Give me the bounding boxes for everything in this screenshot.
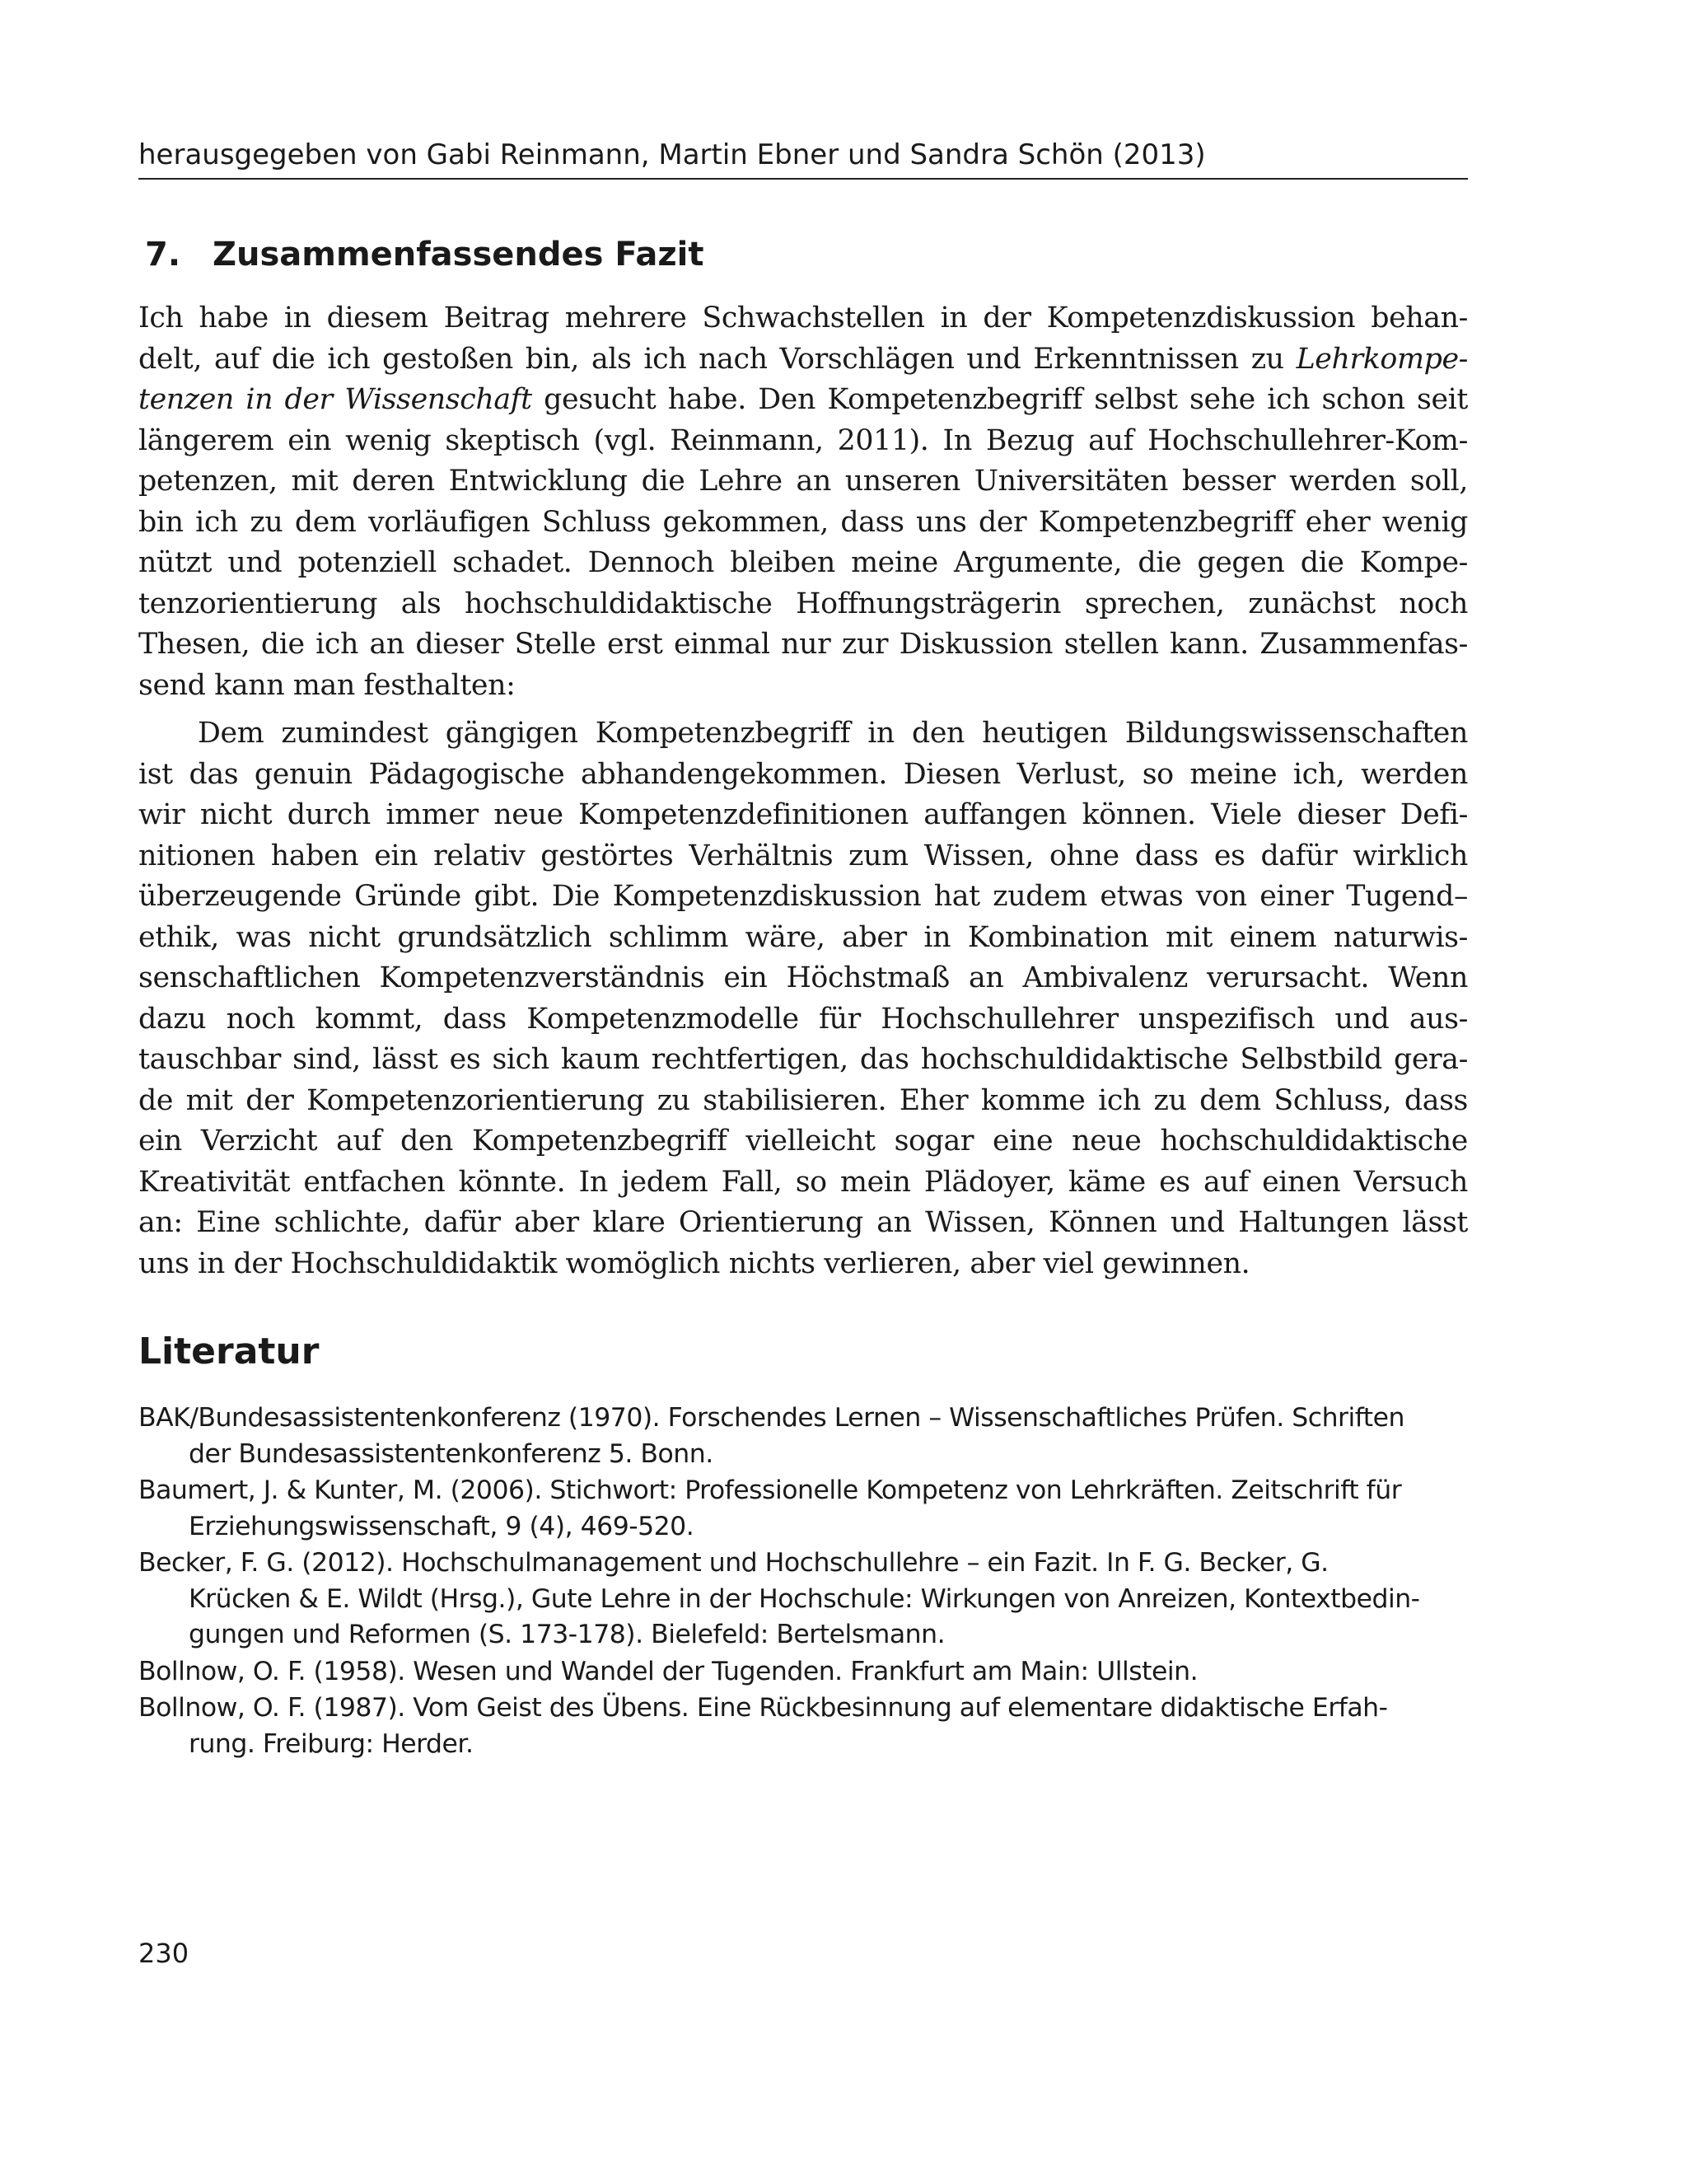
reference-line: Becker, F. G. (2012). Hochschulmanagement und Hochschullehre – ein Fazit. In F. G. Becker, G. bbox=[138, 1548, 1329, 1578]
paragraph-line: nützt und potenziell schadet. Dennoch bleiben meine Argumente, die gegen die Kompe- bbox=[138, 546, 1468, 579]
paragraph-line: senschaftlichen Kompetenzverständnis ein Höchstmaß an Ambivalenz verursacht. Wenn bbox=[138, 961, 1468, 994]
paragraph-line: überzeugende Gründe gibt. Die Kompetenzdiskussion hat zudem etwas von einer Tugend– bbox=[138, 880, 1468, 913]
paragraph-line: tauschbar sind, lässt es sich kaum rechtfertigen, das hochschuldidaktische Selbstbild gera- bbox=[138, 1043, 1468, 1076]
paragraph-line: nitionen haben ein relativ gestörtes Verhältnis zum Wissen, ohne dass es dafür wirklich bbox=[138, 839, 1468, 872]
reference-item bbox=[138, 1654, 1468, 1691]
italic-term: tenzen in der Wissenschaft bbox=[138, 383, 532, 416]
paragraph-line: Thesen, die ich an dieser Stelle erst einmal nur zur Diskussion stellen kann. Zusammenfas- bbox=[138, 628, 1468, 661]
page-number: 230 bbox=[138, 1938, 189, 1969]
paragraph-line: bin ich zu dem vorläufigen Schluss gekommen, dass uns der Kompetenzbegriff eher wenig bbox=[138, 505, 1468, 539]
reference-line: BAK/Bundesassistentenkonferenz (1970). Forschendes Lernen – Wissenschaftliches Prüfen. Schriften bbox=[138, 1403, 1404, 1433]
paragraph-line: an: Eine schlichte, dafür aber klare Orientierung an Wissen, Können und Haltungen lässt bbox=[138, 1206, 1468, 1239]
paragraph-line: uns in der Hochschuldidaktik womöglich nichts verlieren, aber viel gewinnen. bbox=[138, 1246, 1250, 1280]
paragraph-line: Ich habe in diesem Beitrag mehrere Schwachstellen in der Kompetenzdiskussion behan- bbox=[138, 302, 1468, 334]
reference-line: der Bundesassistentenkonferenz 5. Bonn. bbox=[189, 1438, 713, 1469]
paragraph-1 bbox=[138, 298, 1468, 706]
paragraph-line: ein Verzicht auf den Kompetenzbegriff vielleicht sogar eine neue hochschuldidaktische bbox=[138, 1125, 1468, 1157]
section-title: Zusammenfassendes Fazit bbox=[213, 236, 704, 274]
paragraph-line: tenzorientierung als hochschuldidaktische Hoffnungsträgerin sprechen, zunächst noch bbox=[138, 587, 1468, 620]
italic-term: Lehrkompe- bbox=[1296, 342, 1468, 376]
paragraph-line: petenzen, mit deren Entwicklung die Lehre an unseren Universitäten besser werden soll, bbox=[138, 465, 1468, 498]
reference-item bbox=[138, 1401, 1468, 1472]
paragraph-line: Dem zumindest gängigen Kompetenzbegriff in den heutigen Bildungswissenschaften bbox=[198, 717, 1468, 750]
paragraph-line: de mit der Kompetenzorientierung zu stabilisieren. Eher komme ich zu dem Schluss, dass bbox=[138, 1083, 1468, 1117]
reference-item bbox=[138, 1473, 1468, 1545]
reference-line: rung. Freiburg: Herder. bbox=[189, 1728, 474, 1759]
reference-item bbox=[138, 1546, 1468, 1653]
paragraph-line: dazu noch kommt, dass Kompetenzmodelle für Hochschullehrer unspezifisch und aus- bbox=[138, 1002, 1468, 1036]
reference-line: Bollnow, O. F. (1958). Wesen und Wandel der Tugenden. Frankfurt am Main: Ullstein. bbox=[138, 1656, 1199, 1686]
paragraph-line: wir nicht durch immer neue Kompetenzdefinitionen auffangen können. Viele dieser Defi- bbox=[138, 798, 1468, 831]
paragraph-line: ethik, was nicht grundsätzlich schlimm wäre, aber in Kombination mit einem naturwis- bbox=[138, 920, 1468, 954]
section-number: 7. bbox=[145, 236, 181, 274]
paragraph-line: ist das genuin Pädagogische abhandengekommen. Diesen Verlust, so meine ich, werden bbox=[138, 757, 1468, 791]
paragraph-2 bbox=[138, 713, 1468, 1284]
paragraph-line: Kreativität entfachen könnte. In jedem Fall, so mein Plädoyer, käme es auf einen Versuch bbox=[138, 1165, 1468, 1199]
literature-heading: Literatur bbox=[138, 1331, 320, 1373]
reference-item bbox=[138, 1691, 1468, 1762]
reference-line: Bollnow, O. F. (1987). Vom Geist des Übens. Eine Rückbesinnung auf elementare didaktische Erfah- bbox=[138, 1693, 1388, 1723]
paragraph-line: send kann man festhalten: bbox=[138, 668, 516, 702]
section-heading bbox=[145, 231, 703, 278]
reference-line: Baumert, J. & Kunter, M. (2006). Stichwort: Professionelle Kompetenz von Lehrkräften. Zeitschrift für bbox=[138, 1475, 1402, 1505]
paragraph-line: längerem ein wenig skeptisch (vgl. Reinmann, 2011). In Bezug auf Hochschullehrer-Kom- bbox=[138, 423, 1468, 457]
reference-line: Krücken & E. Wildt (Hrsg.), Gute Lehre in der Hochschule: Wirkungen von Anreizen, Kontextbedin- bbox=[189, 1583, 1420, 1614]
paragraph-line: delt, auf die ich gestoßen bin, als ich nach Vorschlägen und Erkenntnissen zu Lehrkompe- bbox=[138, 342, 1468, 376]
running-header: herausgegeben von Gabi Reinmann, Martin Ebner und Sandra Schön (2013) bbox=[138, 137, 1468, 180]
reference-line: gungen und Reformen (S. 173-178). Bielefeld: Bertelsmann. bbox=[189, 1620, 946, 1649]
reference-line: Erziehungswissenschaft, 9 (4), 469-520. bbox=[189, 1511, 694, 1541]
reference-list bbox=[138, 1401, 1468, 1763]
paragraph-line: tenzen in der Wissenschaft gesucht habe. Den Kompetenzbegriff selbst sehe ich schon seit bbox=[138, 383, 1468, 416]
